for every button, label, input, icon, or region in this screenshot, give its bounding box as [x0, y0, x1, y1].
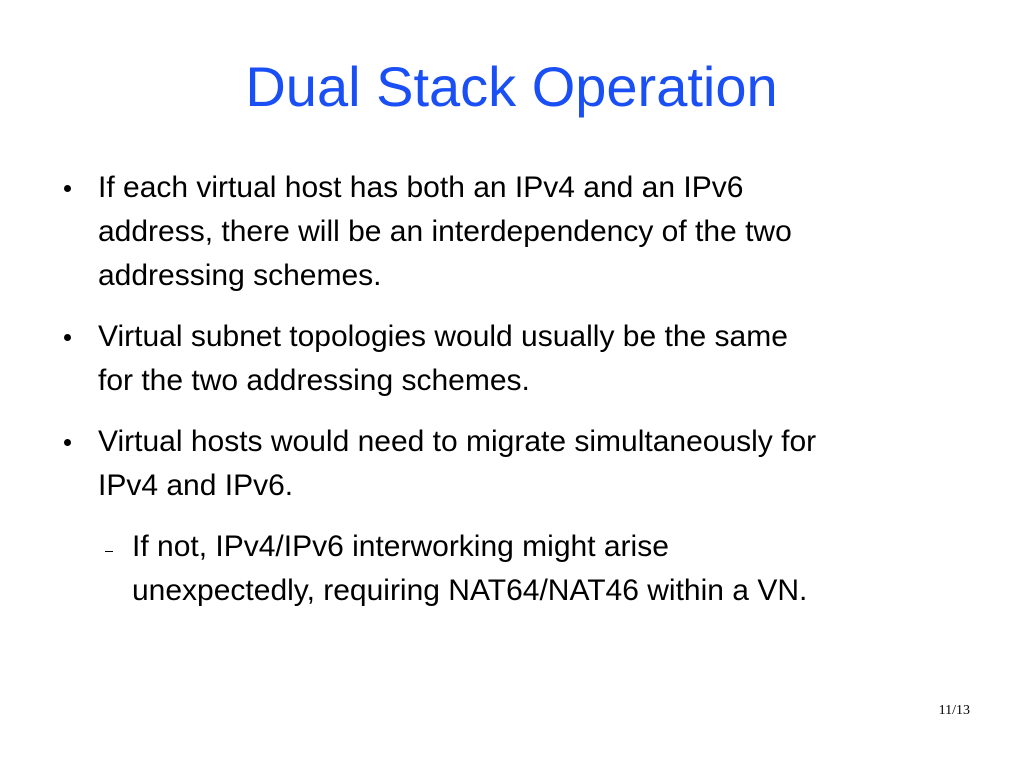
- dash-bullet-icon: [105, 551, 113, 552]
- bullet-text-line: for the two addressing schemes.: [98, 364, 530, 397]
- bullet-text-line: Virtual hosts would need to migrate simultaneously for: [98, 425, 817, 458]
- bullet-dot-icon: [64, 185, 71, 192]
- bullet-text-line: address, there will be an interdependency of the two: [98, 215, 792, 248]
- sub-bullet-text-line: If not, IPv4/IPv6 interworking might arise: [132, 530, 669, 563]
- bullet-text-line: addressing schemes.: [98, 259, 382, 292]
- bullet-list: [0, 166, 1023, 623]
- bullet-dot-icon: [64, 439, 71, 446]
- bullet-item: [0, 420, 1023, 508]
- page-number: 11/13: [938, 703, 970, 718]
- bullet-item: [0, 166, 1023, 298]
- slide-title: Dual Stack Operation: [245, 55, 778, 118]
- bullet-dot-icon: [64, 334, 71, 341]
- bullet-text-line: Virtual subnet topologies would usually be the same: [98, 320, 788, 353]
- bullet-text-line: If each virtual host has both an IPv4 and an IPv6: [98, 171, 744, 204]
- sub-bullet-text-line: unexpectedly, requiring NAT64/NAT46 within a VN.: [132, 574, 808, 607]
- bullet-text-line: IPv4 and IPv6.: [98, 469, 294, 502]
- bullet-item: [0, 315, 1023, 403]
- sub-bullet-item: [0, 525, 1023, 613]
